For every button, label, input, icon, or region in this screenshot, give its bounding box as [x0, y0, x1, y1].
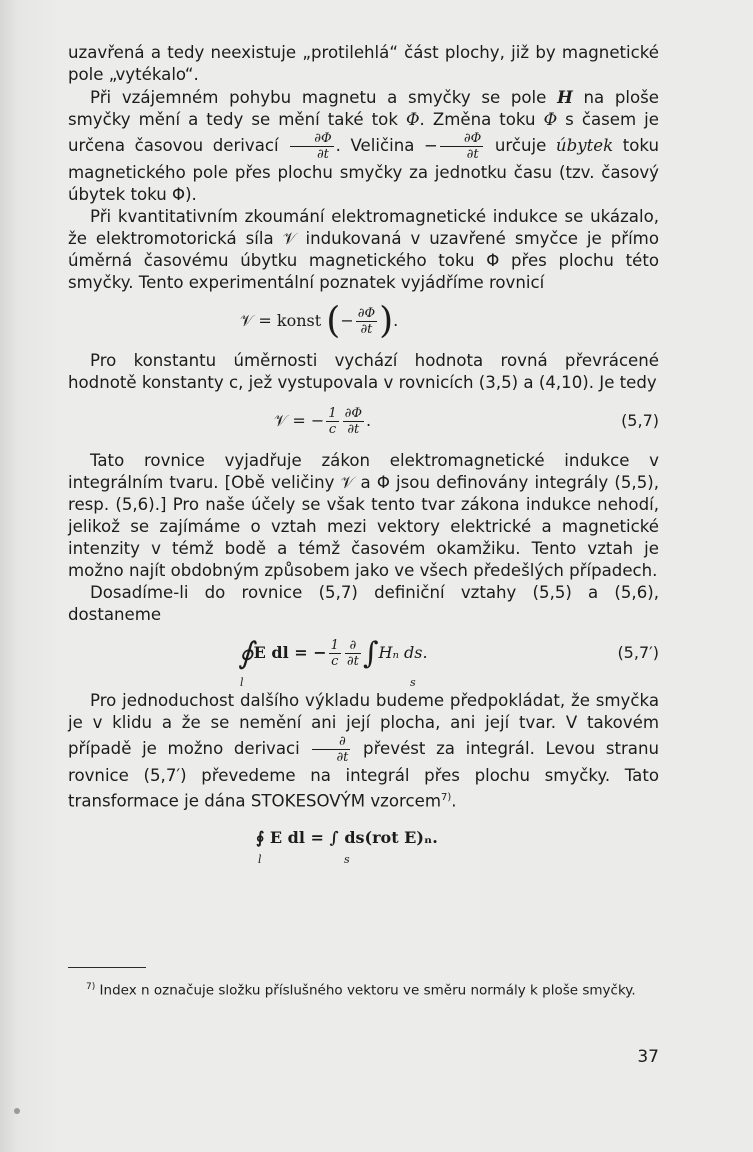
eq3-frac-ddt: [345, 638, 361, 669]
eq2-frac-1c: [326, 406, 338, 437]
p7-frac-ddt: [312, 734, 350, 765]
paragraph-6: Dosadíme-li do rovnice (5,7) definiční vztahy (5,5) a (5,6), dostaneme: [68, 583, 659, 624]
p2-text-a: Při vzájemném pohybu magnetu a smyčky se pole: [90, 88, 558, 107]
p2-phi-2: Φ: [543, 110, 558, 129]
eq4-sub-s: s: [344, 852, 350, 866]
eq4-sub-l: l: [258, 852, 262, 866]
footnote-divider: [68, 967, 146, 968]
page-number: 37: [637, 1047, 659, 1067]
equation-3: [68, 632, 659, 689]
frac-den: ∂t: [360, 322, 373, 337]
eq3-contour-integral: ∮: [238, 635, 254, 671]
p2-text-g: toku magnetického pole přes plochu smyčky za jednotku času (tzv. časový úbytek toku Φ).: [68, 136, 659, 204]
frac-num: ∂Φ: [357, 306, 376, 321]
eq3-label: (5,7′): [617, 643, 659, 662]
equation-2: 𝒱 = − $\frac{1}{c}$ $\frac{\partial\Phi}{\partial t}$ . (5,7): [274, 406, 659, 437]
fraction-dphi-dt-2: [440, 131, 483, 162]
eq1-minus: −: [340, 311, 354, 330]
p2-text-f: určuje: [485, 136, 556, 155]
eq3-sub-l: l: [240, 676, 244, 689]
p2-text-b: na ploše smyčky mění a tedy se mění také tok: [68, 88, 659, 129]
frac-num: 1: [328, 406, 337, 421]
p2-H: H: [557, 87, 573, 107]
p2-ubytek: úbytek: [555, 136, 614, 155]
paragraph-2: [68, 86, 659, 206]
eq2-frac-dphi: [343, 406, 364, 437]
eq2-lhs: 𝒱 = −: [274, 411, 325, 430]
frac-num: ∂: [312, 734, 350, 750]
p2-text-d: s časem je určena časovou derivací: [68, 110, 659, 155]
frac-den: ∂t: [316, 147, 329, 162]
eq3-lhs: E dl = −: [253, 643, 327, 662]
frac-den: c: [331, 654, 339, 669]
eq4-body: ∮ E dl = ∫ ds(rot E)ₙ.: [256, 827, 438, 847]
frac-den: ∂t: [466, 147, 479, 162]
eq3-surface-integral: ∫: [362, 635, 379, 671]
paren-open: (: [326, 300, 341, 342]
frac-num: ∂: [345, 638, 361, 654]
footnote-ref[interactable]: 7): [441, 792, 452, 803]
paragraph-7: Pro jednoduchost dalšího výkladu budeme předpokládat, že smyčka je v klidu a že se nemění ani její plocha, ani její tvar. V takovém případě je možno derivaci $\frac{\partial}{\partial t}$ převést za integrál. Levou stranu rovnice (5,7′) převedeme na integrál přes plochu smyčky. Tato transformace je dána STOKESOVÝM vzorcem$^{7)}$.: [68, 691, 659, 811]
footnote-text: Index n označuje složku příslušného vektoru ve směru normály k ploše smyčky.: [95, 982, 636, 999]
frac-num: ∂Φ: [290, 131, 333, 147]
fraction-dphi-dt: [290, 131, 333, 162]
equation-4: [68, 819, 659, 866]
footnote: [68, 976, 659, 1002]
eq1-fraction: [356, 306, 377, 337]
eq3-rhs: Hₙ ds.: [378, 643, 428, 662]
paragraph-1: uzavřená a tedy neexistuje „protilehlá“ část plochy, již by magnetické pole „vytékalo“.: [68, 43, 659, 84]
eq2-label: (5,7): [621, 411, 659, 430]
text-column: [68, 42, 659, 865]
p2-text-c: . Změna toku: [419, 110, 544, 129]
eq3-frac-1c: [329, 638, 341, 669]
frac-den: ∂t: [346, 654, 359, 669]
p7-text-a: Pro jednoduchost dalšího výkladu budeme předpokládat, že smyčka je v klidu a že se nemění ani její plocha, ani její tvar. V takovém případě je možno derivaci: [68, 691, 659, 758]
eq1-lhs: 𝒱 = konst: [240, 311, 322, 330]
footnote-mark: 7): [86, 982, 96, 992]
frac-den: ∂t: [347, 422, 360, 437]
equation-1: 𝒱 = konst (− $\frac{\partial\Phi}{\partial t}$ ).: [240, 300, 399, 342]
p7-text-b: převést za integrál. Levou stranu rovnice (5,7′) převedeme na integrál přes plochu smyčky. Tato transformace je dána STOKESOVÝM vzorcem: [68, 739, 659, 811]
frac-den: ∂t: [336, 750, 349, 765]
p2-text-e: . Veličina −: [335, 136, 438, 155]
scan-speck: [14, 1108, 20, 1114]
p2-phi: Φ: [405, 110, 420, 129]
eq3-sub-s: s: [410, 676, 416, 689]
paren-close: ): [379, 300, 394, 342]
frac-den: c: [328, 422, 337, 437]
frac-num: 1: [330, 638, 339, 653]
frac-num: ∂Φ: [344, 406, 362, 421]
frac-num: ∂Φ: [440, 131, 483, 147]
paragraph-4: Pro konstantu úměrnosti vychází hodnota rovná převrácené hodnotě konstanty c, jež vystupovala v rovnicích (3,5) a (4,10). Je tedy: [68, 351, 659, 392]
paragraph-3: Při kvantitativním zkoumání elektromagnetické indukce se ukázalo, že elektromotorická síla 𝒱 indukovaná v uzavřené smyčce je přímo úměrná časovému úbytku magnetického toku Φ přes plochu této smyčky. Tento experimentální poznatek vyjádříme rovnicí: [68, 207, 659, 292]
paragraph-5: Tato rovnice vyjadřuje zákon elektromagnetické indukce v integrálním tvaru. [Obě veličiny 𝒱 a Φ jsou definovány integrály (5,5), resp. (5,6).] Pro naše účely se však tento tvar zákona indukce nehodí, jelikož se zajímáme o vztah mezi vektory elektrické a magnetické intenzity v témž bodě a témž časovém okamžiku. Tento vztah je možno najít obdobným způsobem jako ve všech předešlých případech.: [68, 451, 659, 580]
